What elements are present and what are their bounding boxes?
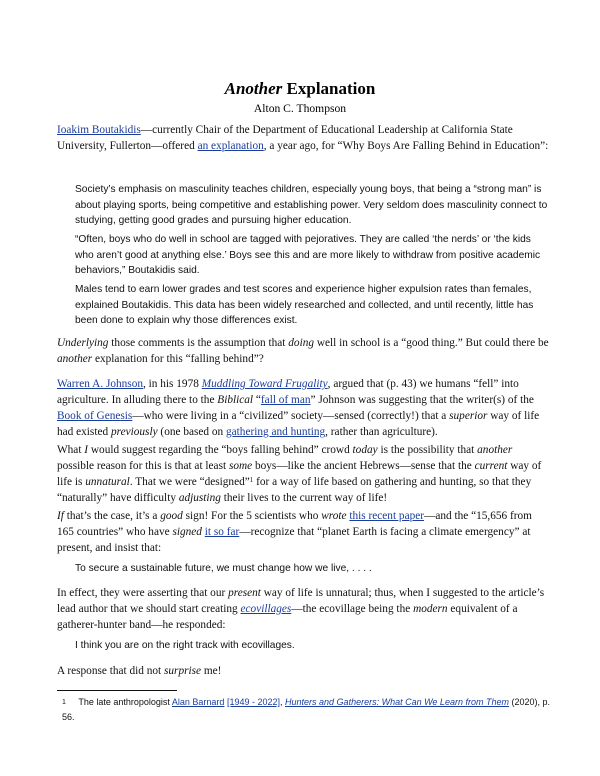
paragraph-intro: Ioakim Boutakidis—currently Chair of the Department of Educational Leadership at California State University, Fullerton—offered an explanation, a year ago, for “Why Boys Are Falling Behind in Education”: xyxy=(57,124,549,152)
blockquote-4: To secure a sustainable future, we must change how we live, . . . . xyxy=(75,563,372,574)
link-muddling-toward-frugality[interactable]: Muddling Toward Frugality xyxy=(201,378,328,390)
link-gathering-and-hunting[interactable]: gathering and hunting xyxy=(226,426,326,438)
link-hunters-and-gatherers[interactable]: Hunters and Gatherers: What Can We Learn from Them xyxy=(285,697,509,707)
link-fall-of-man[interactable]: fall of man xyxy=(260,394,311,406)
footnote: 1 The late anthropologist Alan Barnard [1949 - 2022], Hunters and Gatherers: What Can We Learn from Them (2020), p. 56. xyxy=(62,697,550,722)
link-book-of-genesis[interactable]: Book of Genesis xyxy=(57,410,133,422)
blockquote-1: Society’s emphasis on masculinity teaches children, especially young boys, that being a “strong man” is about playing sports, being competitive and establishing power. Very seldom does masculinity connect to studying, getting good grades and pursuing higher education. xyxy=(75,184,548,226)
link-barnard-dates[interactable]: [1949 - 2022] xyxy=(226,697,281,707)
link-an-explanation[interactable]: an explanation xyxy=(197,140,264,152)
footnote-divider xyxy=(57,690,177,691)
link-it-so-far[interactable]: it so far xyxy=(204,526,240,538)
paragraph-closing: A response that did not surprise me! xyxy=(57,665,222,677)
blockquote-3: Males tend to earn lower grades and test scores and experience higher expulsion rates than females, explained Boutakidis. This data has been widely researched and collected, and until recently, little has been done to explain why those differences exist. xyxy=(75,284,534,326)
link-ioakim-boutakidis[interactable]: Ioakim Boutakidis xyxy=(57,124,141,136)
author-name: Alton C. Thompson xyxy=(253,102,347,115)
paragraph-underlying: Underlying those comments is the assumption that doing well in school is a “good thing.” But could there be another explanation for this “falling behind”? xyxy=(57,337,549,365)
paragraph-suggestion: What I would suggest regarding the “boys falling behind” crowd today is the possibility that another possible reason for this is that at least some boys—like the ancient Hebrews—sense that the current way of life is unnatural. That we were “designed”$^1$ for a way of life based on gathering and hunting, so that they “naturally” have difficulty adjusting their lives to the current way of life! xyxy=(57,444,542,504)
footnote-number: 1 xyxy=(62,699,66,706)
paragraph-johnson: Warren A. Johnson, in his 1978 Muddling Toward Frugality, argued that (p. 43) we humans “fell” into agriculture. In alluding there to the Biblical “fall of man” Johnson was suggesting that the writer(s) of the Book of Genesis—who were living in a “civilized” society—sensed (correctly!) that a superior way of life had existed previously (one based on gathering and hunting, rather than agriculture). xyxy=(57,378,540,438)
page-title: Another Explanation xyxy=(224,79,376,98)
link-warren-johnson[interactable]: Warren A. Johnson xyxy=(57,378,144,390)
link-alan-barnard[interactable]: Alan Barnard xyxy=(171,697,225,707)
blockquote-2: “Often, boys who do well in school are tagged with pejoratives. They are called ‘the nerds’ or ‘the kids who aren’t good at anything else.’ Boys see this and are more likely to withdraw from positive academic behaviors,” Boutakidis said. xyxy=(75,234,541,276)
paragraph-scientists: If that’s the case, it’s a good sign! For the 5 scientists who wrote this recent paper—and the “15,656 from 165 countries” who have signed it so far—recognize that “planet Earth is facing a climate emergency” at present, and insist that: xyxy=(57,510,532,554)
paragraph-in-effect: In effect, they were asserting that our present way of life is unnatural; thus, when I suggested to the article’s lead author that we should start creating ecovillages—the ecovillage being the modern equivalent of a gatherer-hunter band—he responded: xyxy=(57,587,545,631)
link-this-recent-paper[interactable]: this recent paper xyxy=(349,510,425,522)
footnote-ref[interactable]: 1 xyxy=(249,476,254,484)
blockquote-5: I think you are on the right track with ecovillages. xyxy=(75,640,295,651)
link-ecovillages[interactable]: ecovillages xyxy=(240,603,292,615)
